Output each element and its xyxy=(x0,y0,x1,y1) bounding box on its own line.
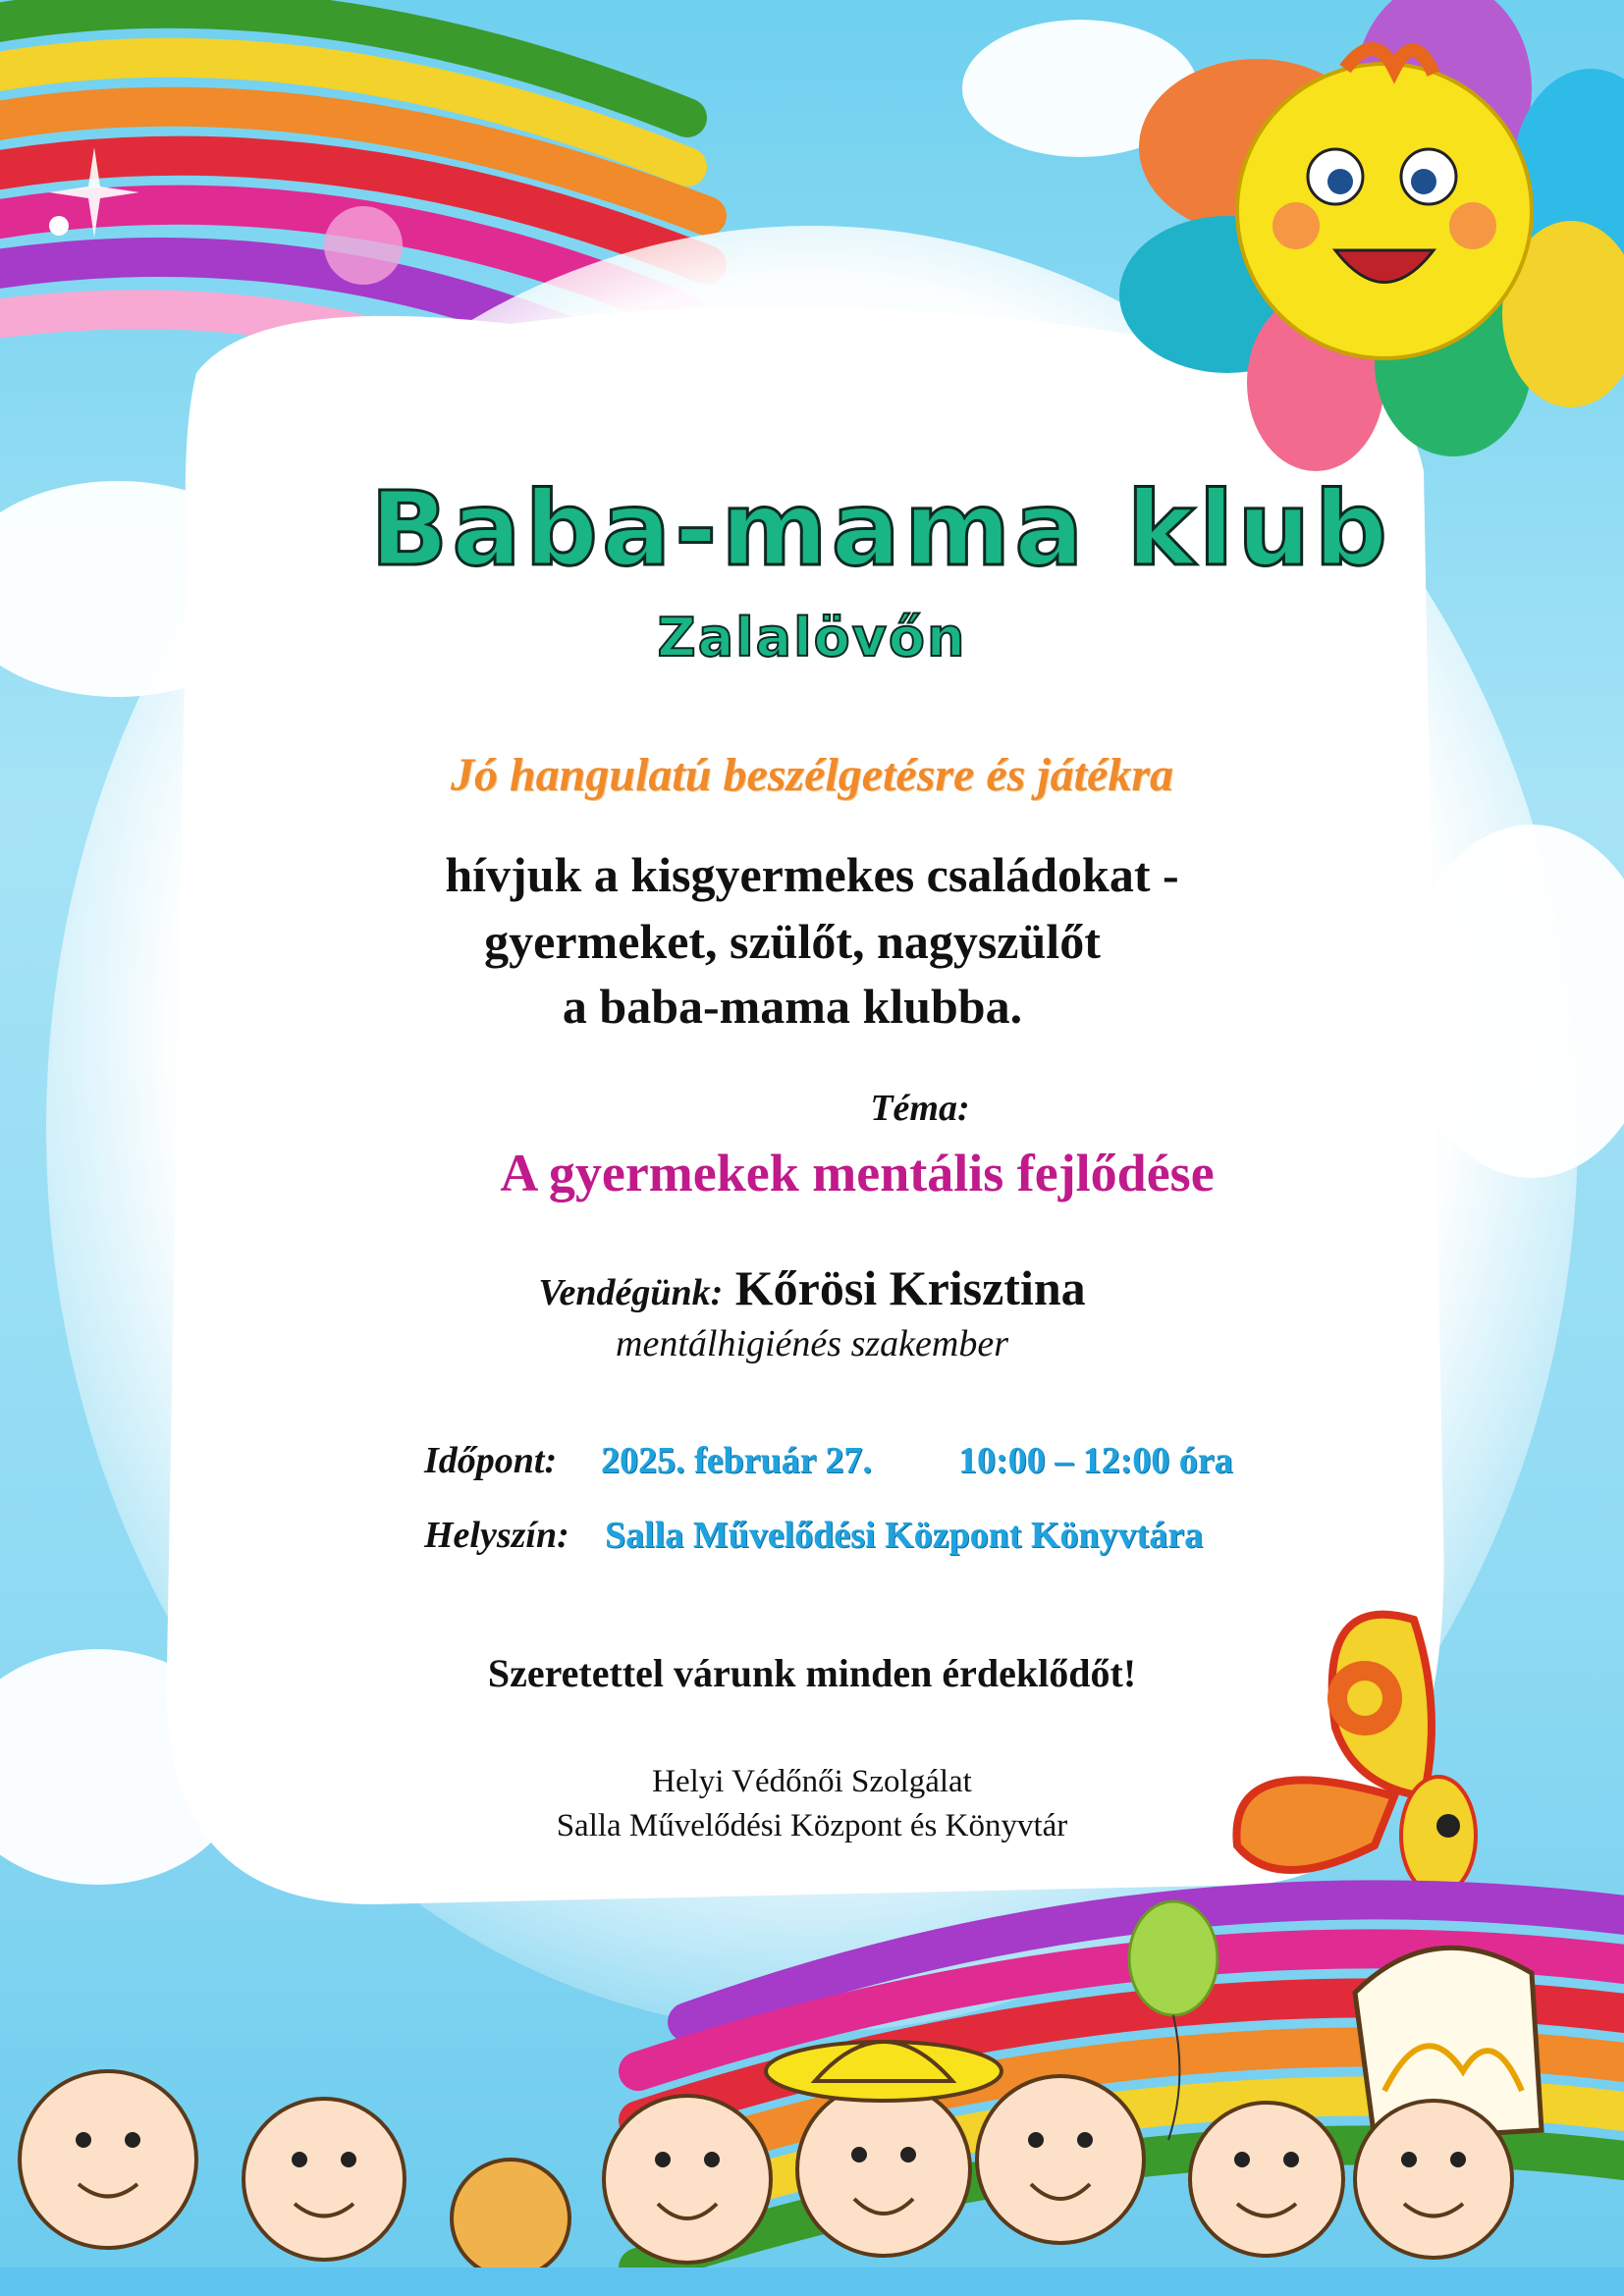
guest-name: Kőrösi Krisztina xyxy=(734,1260,1086,1315)
organizer: Helyi Védőnői Szolgálat xyxy=(652,1764,972,1799)
place-label: Helyszín: xyxy=(424,1515,569,1556)
date-value: 2025. február 27. xyxy=(601,1440,872,1481)
title: Baba-mama klub xyxy=(370,469,1391,589)
guest-line xyxy=(0,1259,1624,1316)
date-label: Időpont: xyxy=(424,1440,558,1481)
invitation-line: a baba-mama klubba. xyxy=(562,979,1023,1034)
topic-label: Téma: xyxy=(870,1088,970,1129)
welcome-message: Szeretettel várunk minden érdeklődőt! xyxy=(487,1651,1137,1695)
guest-label: Vendégünk: xyxy=(538,1272,724,1313)
invitation-line: gyermeket, szülőt, nagyszülőt xyxy=(484,914,1101,969)
tagline: Jó hangulatú beszélgetésre és játékra xyxy=(450,749,1173,801)
organizer: Salla Művelődési Központ és Könyvtár xyxy=(556,1808,1068,1843)
guest-role: mentálhigiénés szakember xyxy=(616,1323,1008,1364)
invitation-line: hívjuk a kisgyermekes családokat - xyxy=(445,847,1179,902)
place-value: Salla Művelődési Központ Könyvtára xyxy=(605,1515,1204,1556)
time-value: 10:00 – 12:00 óra xyxy=(958,1440,1233,1481)
subtitle: Zalalövőn xyxy=(657,607,967,668)
topic-value: A gyermekek mentális fejlődése xyxy=(500,1144,1215,1202)
